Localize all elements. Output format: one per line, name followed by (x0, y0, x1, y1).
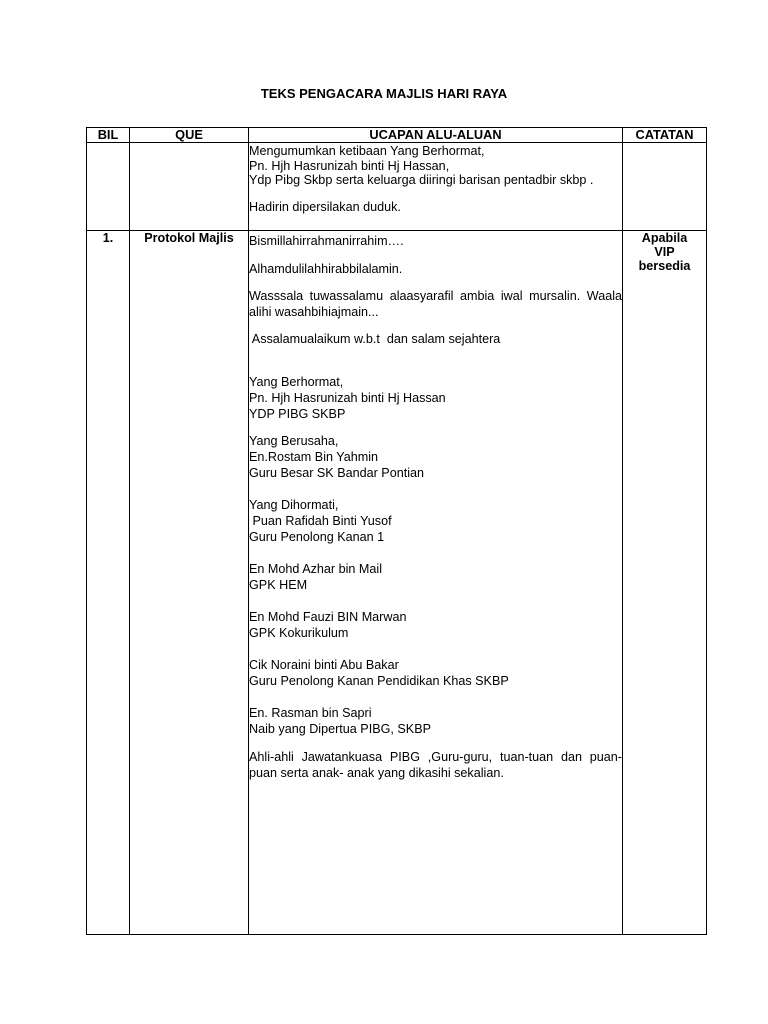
intro-line: Ydp Pibg Skbp serta keluarga diiringi barisan pentadbir skbp . (249, 173, 594, 187)
catatan-line: bersedia (638, 259, 691, 273)
naib-line: Naib yang Dipertua PIBG, SKBP (249, 722, 432, 736)
yb-line: YDP PIBG SKBP (249, 407, 346, 421)
table-row-protokol (87, 231, 707, 935)
table-header-row (87, 128, 707, 143)
header-que: QUE (130, 128, 249, 143)
page-title: TEKS PENGACARA MAJLIS HARI RAYA (260, 86, 508, 101)
intro-line: Mengumumkan ketibaan Yang Berhormat, (249, 144, 485, 158)
header-bil: BIL (87, 128, 130, 143)
khas-line: Cik Noraini binti Abu Bakar (249, 658, 399, 672)
yb-line: Pn. Hjh Hasrunizah binti Hj Hassan (249, 391, 446, 405)
alhamdulillah-text: Alhamdulilahhirabbilalamin. (249, 262, 403, 276)
header-ucapan: UCAPAN ALU-ALUAN (249, 128, 623, 143)
row-number: 1. (87, 231, 130, 935)
hem-line: En Mohd Azhar bin Mail (249, 562, 383, 576)
intro-bil-cell (87, 143, 130, 231)
header-catatan: CATATAN (623, 128, 707, 143)
bismillah-text: Bismillahirrahmanirrahim…. (249, 234, 404, 248)
intro-invite: Hadirin dipersilakan duduk. (249, 199, 401, 214)
yberusaha-line: Guru Besar SK Bandar Pontian (249, 466, 425, 480)
row-que: Protokol Majlis (130, 231, 249, 935)
intro-que-cell (130, 143, 249, 231)
intro-catatan-cell (623, 143, 707, 231)
koku-line: En Mohd Fauzi BIN Marwan (249, 610, 407, 624)
row-ucapan-cell (249, 231, 623, 935)
catatan-line: VIP (654, 245, 675, 259)
intro-line: Pn. Hjh Hasrunizah binti Hj Hassan, (249, 158, 450, 173)
catatan-line: Apabila (641, 231, 688, 245)
salam-text: Assalamualaikum w.b.t dan salam sejahtera (249, 332, 501, 346)
intro-ucapan-cell (249, 143, 623, 231)
salawat-text: Wasssala tuwassalamu alaasyarafil ambia iwal mursalin. Waala alihi wasahbihiajmain... (249, 289, 622, 319)
yberusaha-line: Yang Berusaha, (249, 434, 339, 448)
yberusaha-line: En.Rostam Bin Yahmin (249, 450, 379, 464)
ydihormati-line: Guru Penolong Kanan 1 (249, 530, 385, 544)
hem-line: GPK HEM (249, 578, 308, 592)
table-row-intro (87, 143, 707, 231)
ahli-text: Ahli-ahli Jawatankuasa PIBG ,Guru-guru, tuan-tuan dan puan-puan serta anak- anak yang dikasihi sekalian. (249, 750, 622, 780)
script-table (86, 127, 707, 935)
ydihormati-line: Puan Rafidah Binti Yusof (249, 514, 392, 528)
koku-line: GPK Kokurikulum (249, 626, 349, 640)
khas-line: Guru Penolong Kanan Pendidikan Khas SKBP (249, 674, 509, 688)
ydihormati-line: Yang Dihormati, (249, 498, 339, 512)
yb-line: Yang Berhormat, (249, 375, 344, 389)
row-catatan (623, 231, 707, 935)
naib-line: En. Rasman bin Sapri (249, 706, 372, 720)
